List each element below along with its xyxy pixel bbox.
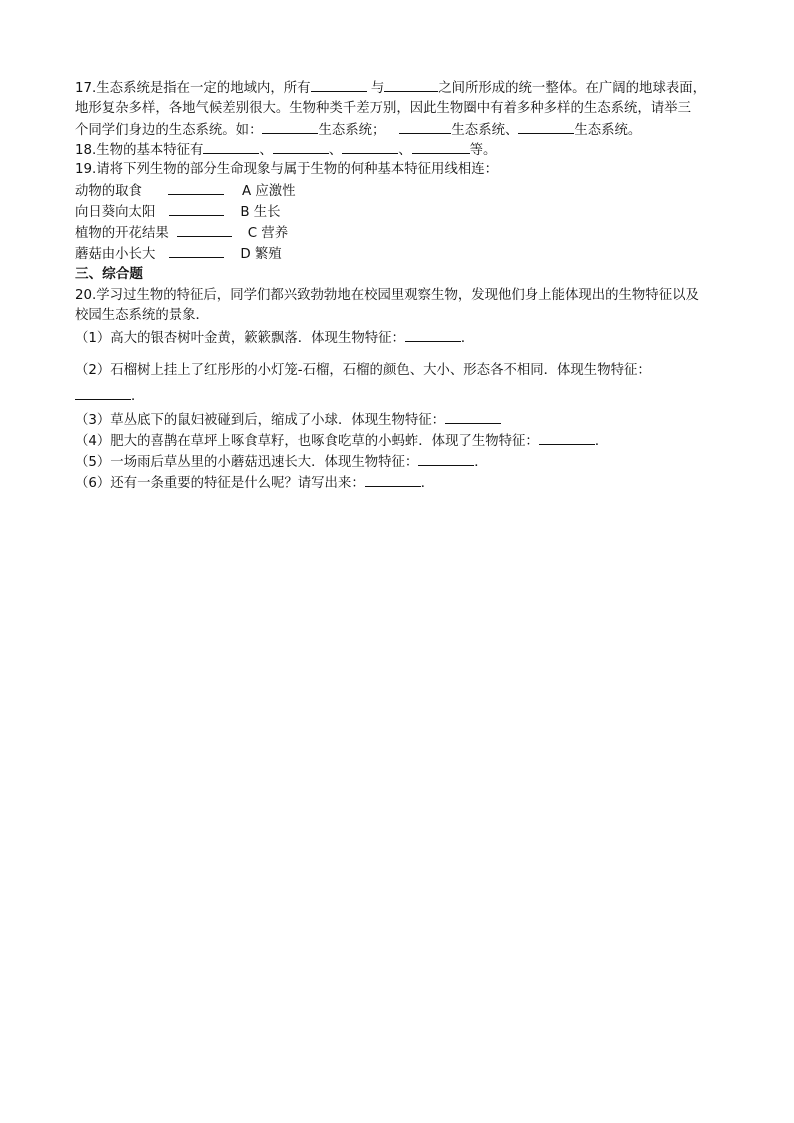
q17-text: 个同学们身边的生态系统。如： — [75, 123, 263, 138]
match-right: B 生长 — [240, 205, 281, 220]
q18-line — [75, 140, 496, 161]
period: ． — [131, 389, 145, 404]
q17-text: 之间所形成的统一整体。在广阔的地球表面， — [438, 81, 707, 96]
q17-line-3 — [75, 120, 641, 141]
match-left: 蘑菇由小长大 — [75, 247, 156, 262]
answer-blank[interactable] — [168, 181, 224, 195]
match-row — [75, 223, 288, 244]
sub-question-text: （6）还有一条重要的特征是什么呢？请写出来： — [75, 476, 365, 491]
q18-sep: 、 — [398, 143, 412, 158]
answer-blank[interactable] — [311, 78, 367, 92]
answer-blank[interactable] — [203, 140, 259, 154]
match-row — [75, 244, 282, 265]
q20-stem-2: 校园生态系统的景象． — [75, 308, 209, 323]
q17-text: 与 — [370, 81, 385, 96]
match-right: A 应激性 — [241, 184, 296, 199]
period: ． — [420, 476, 435, 491]
answer-blank[interactable] — [412, 140, 470, 154]
q17-text: 生态系统、 — [451, 123, 519, 138]
period: ． — [474, 455, 488, 470]
q19-stem: 19.请将下列生物的部分生命现象与属于生物的何种基本特征用线相连： — [75, 162, 499, 177]
section-heading: 三、综合题 — [75, 266, 143, 282]
answer-blank[interactable] — [365, 473, 421, 487]
answer-blank[interactable] — [169, 244, 224, 258]
match-left: 动物的取食 — [75, 184, 142, 199]
q17-line-1 — [75, 78, 706, 99]
answer-blank[interactable] — [399, 120, 451, 134]
answer-blank[interactable] — [445, 410, 501, 424]
q20-sub-1 — [75, 328, 474, 349]
period: ． — [460, 331, 475, 346]
q20-sub-2-answer — [75, 386, 144, 407]
q18-text: 等。 — [469, 143, 497, 158]
answer-blank[interactable] — [405, 328, 461, 342]
q20-sub-4 — [75, 431, 608, 452]
q17-text: 生态系统。 — [574, 123, 642, 138]
sub-question-text: （4）肥大的喜鹊在草坪上啄食草籽，也啄食吃草的小蚂蚱．体现了生物特征： — [75, 434, 539, 449]
sub-question-text: （5）一场雨后草丛里的小蘑菇迅速长大．体现生物特征： — [75, 455, 419, 470]
answer-blank[interactable] — [539, 431, 595, 445]
q20-sub-2: （2）石榴树上挂上了红彤彤的小灯笼-石榴，石榴的颜色、大小、形态各不相同．体现生物特征： — [75, 363, 651, 378]
q18-text: 18.生物的基本特征有 — [75, 143, 204, 158]
answer-blank[interactable] — [262, 120, 318, 134]
q17-text: 17.生态系统是指在一定的地域内，所有 — [75, 81, 311, 96]
answer-blank[interactable] — [384, 78, 438, 92]
q20-stem-1: 20.学习过生物的特征后，同学们都兴致勃勃地在校园里观察生物，发现他们身上能体现出的生物特征以及 — [75, 288, 699, 303]
q20-sub-5 — [75, 452, 488, 473]
q18-sep: 、 — [259, 143, 273, 158]
match-right: D 繁殖 — [240, 247, 282, 262]
match-left: 植物的开花结果 — [75, 226, 169, 241]
match-row — [75, 181, 296, 202]
answer-blank[interactable] — [177, 223, 232, 237]
answer-blank[interactable] — [75, 386, 131, 400]
sub-question-text: （1）高大的银杏树叶金黄，簌簌飘落．体现生物特征： — [75, 331, 405, 346]
q17-line-2: 地形复杂多样，各地气候差别很大。生物种类千差万别，因此生物圈中有着多种多样的生态系统，请举三 — [75, 101, 691, 116]
q18-sep: 、 — [328, 143, 343, 158]
answer-blank[interactable] — [273, 140, 329, 154]
match-left: 向日葵向太阳 — [75, 205, 156, 220]
q20-sub-3 — [75, 410, 501, 431]
match-right: C 营养 — [247, 226, 289, 241]
match-row — [75, 202, 281, 223]
answer-blank[interactable] — [342, 140, 398, 154]
answer-blank[interactable] — [418, 452, 474, 466]
q17-text: 生态系统； — [318, 123, 386, 138]
period: ． — [594, 434, 609, 449]
answer-blank[interactable] — [169, 202, 224, 216]
q20-sub-6 — [75, 473, 434, 494]
sub-question-text: （3）草丛底下的鼠妇被碰到后，缩成了小球．体现生物特征： — [75, 413, 446, 428]
answer-blank[interactable] — [518, 120, 574, 134]
